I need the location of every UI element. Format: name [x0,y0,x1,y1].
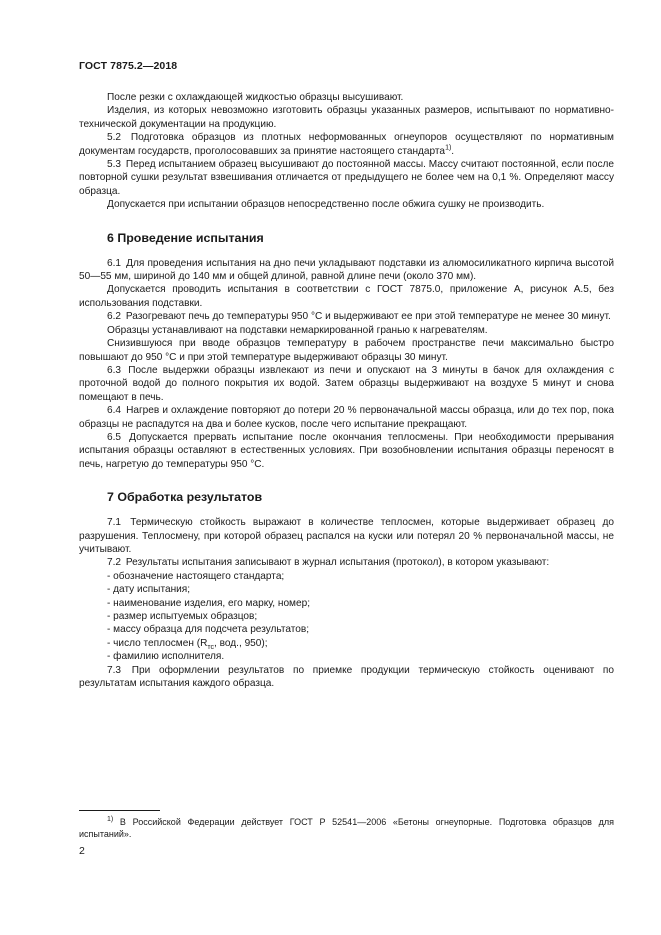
list-item-text-end: , вод., 950); [214,637,268,649]
paragraph: Допускается при испытании образцов непосредственно после обжига сушку не производить. [107,199,545,211]
paragraph: Снизившуюся при вводе образцов температуру в рабочем пространстве печи максимально быстро повышают до 950 °С и при этой температуре выдерживают образцы 30 минут. [79,338,614,363]
footnote-text: В Российской Федерации действует ГОСТ Р 52541—2006 «Бетоны огнеупорные. Подготовка образцов для испытаний». [79,817,614,840]
list-item: - наименование изделия, его марку, номер; [107,597,311,609]
paragraph: Допускается проводить испытания в соответствии с ГОСТ 7875.0, приложение А, рисунок А.5, без использования подставки. [79,284,614,309]
clause-text: Допускается прервать испытание после окончания теплосмены. При необходимости прерывания испытания образцы оставляют в естественных условиях. При возобновлении испытания образцы переносят в печь, нагретую до температуры 950 °С. [79,431,614,470]
paragraph-6-2 [79,310,614,323]
subscript: тс [207,643,215,651]
paragraph-5-3 [79,158,614,198]
footnote-divider [79,810,160,811]
list-item: - дату испытания; [107,584,191,596]
footnote-reference[interactable]: 1) [445,144,452,152]
paragraph-6-1 [79,257,614,284]
footnote [79,816,614,841]
paragraph: Образцы устанавливают на подставки немаркированной гранью к нагревателям. [107,324,488,336]
clause-text: При оформлении результатов по приемке продукции термическую стойкость оценивают по результатам испытания каждого образца. [79,664,614,690]
paragraph-7-2 [79,556,614,569]
list-item: - массу образца для подсчета результатов; [107,624,310,636]
clause-number: 6.3 [107,364,122,376]
clause-number: 6.5 [107,431,122,443]
paragraph-7-1 [79,516,614,556]
list-item-text: - число теплосмен (R [107,637,208,649]
paragraph-6-5 [79,431,614,471]
section-7-heading: 7 Обработка результатов [107,490,263,505]
clause-number: 6.1 [107,257,122,269]
clause-number: 7.3 [107,664,122,676]
clause-text: Подготовка образцов из плотных неформованных огнеупоров осуществляют по нормативным документам государств, проголосовавших за принятие настоящего стандарта [79,132,614,157]
footnote-mark: 1) [107,816,114,823]
clause-text-end: . [451,145,455,157]
clause-text: Термическую стойкость выражают в количестве теплосмен, которые выдерживает образец до разрушения. Теплосмену, при которой образец распался на куски или потерял 20 % первоначальной массы, не учитывают. [79,517,614,555]
page-number: 2 [79,845,85,857]
list-item: - фамилию исполнителя. [107,651,225,663]
clause-number: 7.2 [107,557,122,569]
paragraph: Изделия, из которых невозможно изготовить образцы указанных размеров, испытывают по нормативно-технической документации на продукцию. [79,105,614,130]
paragraph-7-3 [79,664,614,691]
clause-number: 6.2 [107,311,122,323]
clause-number: 5.2 [107,132,122,144]
protocol-items-list [79,570,614,664]
list-item-thermal-cycles [79,637,614,650]
list-item: - обозначение настоящего стандарта; [107,570,285,582]
paragraph: После резки с охлаждающей жидкостью образцы высушивают. [107,92,404,103]
clause-text: Разогревают печь до температуры 950 °С и выдерживают ее при этой температуре не менее 30 минут. [125,311,611,323]
list-item: - размер испытуемых образцов; [107,611,258,622]
clause-number: 6.4 [107,405,122,417]
document-body [79,91,614,690]
document-header-code: ГОСТ 7875.2—2018 [79,60,178,72]
section-6-heading: 6 Проведение испытания [107,230,264,245]
clause-text: Перед испытанием образец высушивают до постоянной массы. Массу считают постоянной, если после повторной сушки результат взвешивания отличается от предыдущего не более чем на 0,1 %. Определяют массу образца. [79,159,614,197]
clause-number: 7.1 [107,517,122,529]
clause-text: Нагрев и охлаждение повторяют до потери 20 % первоначальной массы образца, или до тех пор, пока образцы не распадутся на два и более кусков, после чего испытание прекращают. [79,405,614,430]
clause-number: 5.3 [107,159,122,171]
paragraph-6-3 [79,364,614,404]
paragraph-5-2 [79,131,614,158]
clause-text: Для проведения испытания на дно печи укладывают подставки из алюмосиликатного кирпича высотой 50—55 мм, шириной до 140 мм и общей длиной, равной длине печи (около 370 мм). [79,257,614,283]
clause-text: Результаты испытания записывают в журнал испытания (протокол), в котором указывают: [125,557,550,569]
paragraph-6-4 [79,404,614,431]
clause-text: После выдержки образцы извлекают из печи и опускают на 3 минуты в бачок для охлаждения с проточной водой до полного покрытия их водой. Затем образцы выдерживают на воздухе 5 минут и снова помещают в печь. [79,364,614,403]
